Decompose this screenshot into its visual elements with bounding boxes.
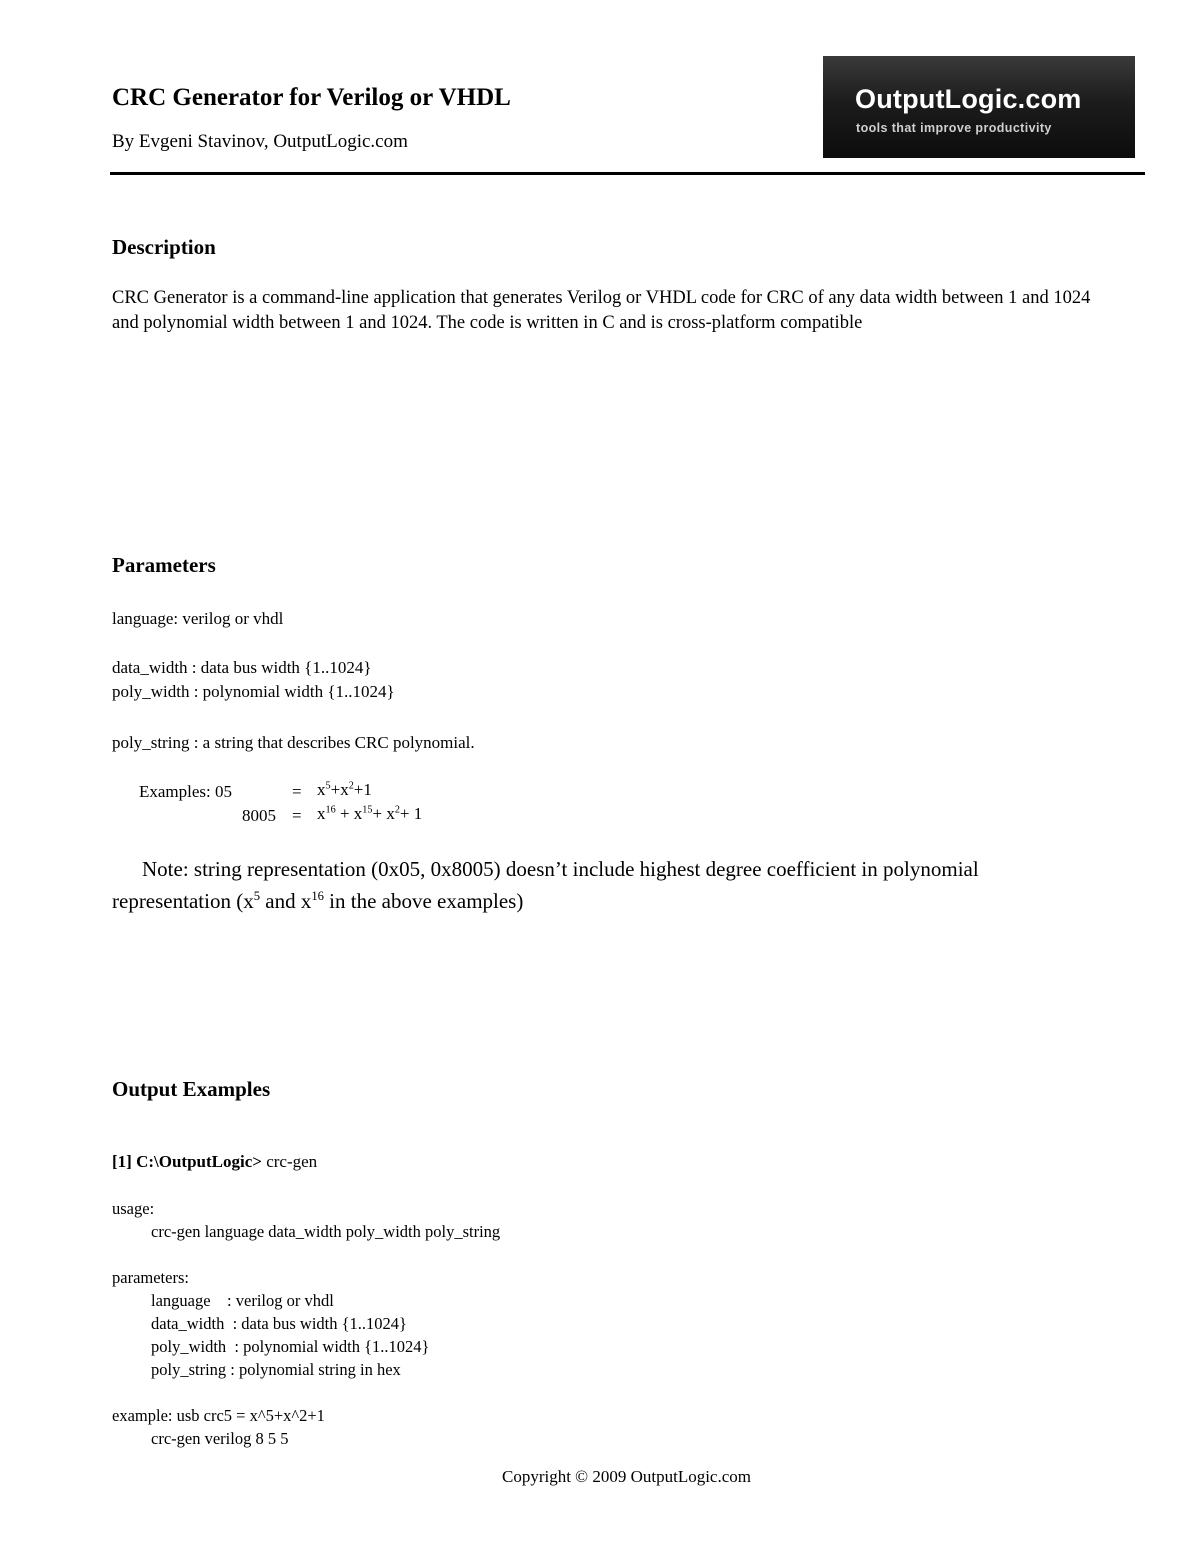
output-param-data-width: data_width : data bus width {1..1024} [151, 1314, 407, 1333]
parameters-heading: Parameters [112, 553, 216, 577]
example1-equals: = [292, 782, 302, 801]
param-data-width: data_width : data bus width {1..1024} [112, 658, 372, 677]
command-prompt: [1] C:\OutputLogic> [112, 1152, 262, 1171]
output-parameters-label: parameters: [112, 1268, 189, 1287]
output-example-command: crc-gen verilog 8 5 5 [151, 1429, 289, 1448]
example2-polynomial: $x^{16} + x^{15}+ x^2+ 1$ [317, 804, 423, 823]
command-text: crc-gen [261, 1152, 318, 1171]
example2-code: 8005 [242, 806, 276, 825]
logo-text: OutputLogic.com [855, 84, 1082, 114]
copyright-footer: Copyright © 2009 OutputLogic.com [501, 1467, 751, 1486]
output-examples-heading: Output Examples [112, 1077, 271, 1101]
output-usage-line: crc-gen language data_width poly_width poly_string [151, 1222, 501, 1241]
outputlogic-logo [823, 56, 1135, 158]
logo-tagline: tools that improve productivity [856, 121, 1052, 135]
description-heading: Description [112, 235, 216, 259]
example1-polynomial: $x^5+x^2+1$ [317, 780, 372, 799]
output-param-poly-width: poly_width : polynomial width {1..1024} [151, 1337, 430, 1356]
author-byline: By Evgeni Stavinov, OutputLogic.com [112, 131, 408, 152]
command-line [112, 1152, 317, 1172]
output-example-label: example: usb crc5 = x^5+x^2+1 [112, 1406, 325, 1425]
output-param-language: language : verilog or vhdl [151, 1291, 334, 1310]
param-poly-string: poly_string : a string that describes CRC polynomial. [112, 733, 475, 752]
description-text: CRC Generator is a command-line application that generates Verilog or VHDL code for CRC of any data width between 1 and 1024 and polynomial width between 1 and 1024. The code is written in C and is cross-platform compatible [112, 288, 1091, 333]
document-title: CRC Generator for Verilog or VHDL [112, 84, 511, 111]
param-poly-width: poly_width : polynomial width {1..1024} [112, 682, 395, 701]
param-language: language: verilog or vhdl [112, 609, 284, 628]
note-text: Note: string representation (0x05, 0x8005) doesn’t include highest degree coefficient in polynomial representation ($x^5$ and $x^{16}$ in the above examples) [112, 857, 979, 913]
output-param-poly-string: poly_string : polynomial string in hex [151, 1360, 401, 1379]
example2-equals: = [292, 806, 302, 825]
header-divider [110, 172, 1145, 175]
examples-label: Examples: 05 [139, 782, 233, 801]
output-usage-label: usage: [112, 1199, 155, 1218]
